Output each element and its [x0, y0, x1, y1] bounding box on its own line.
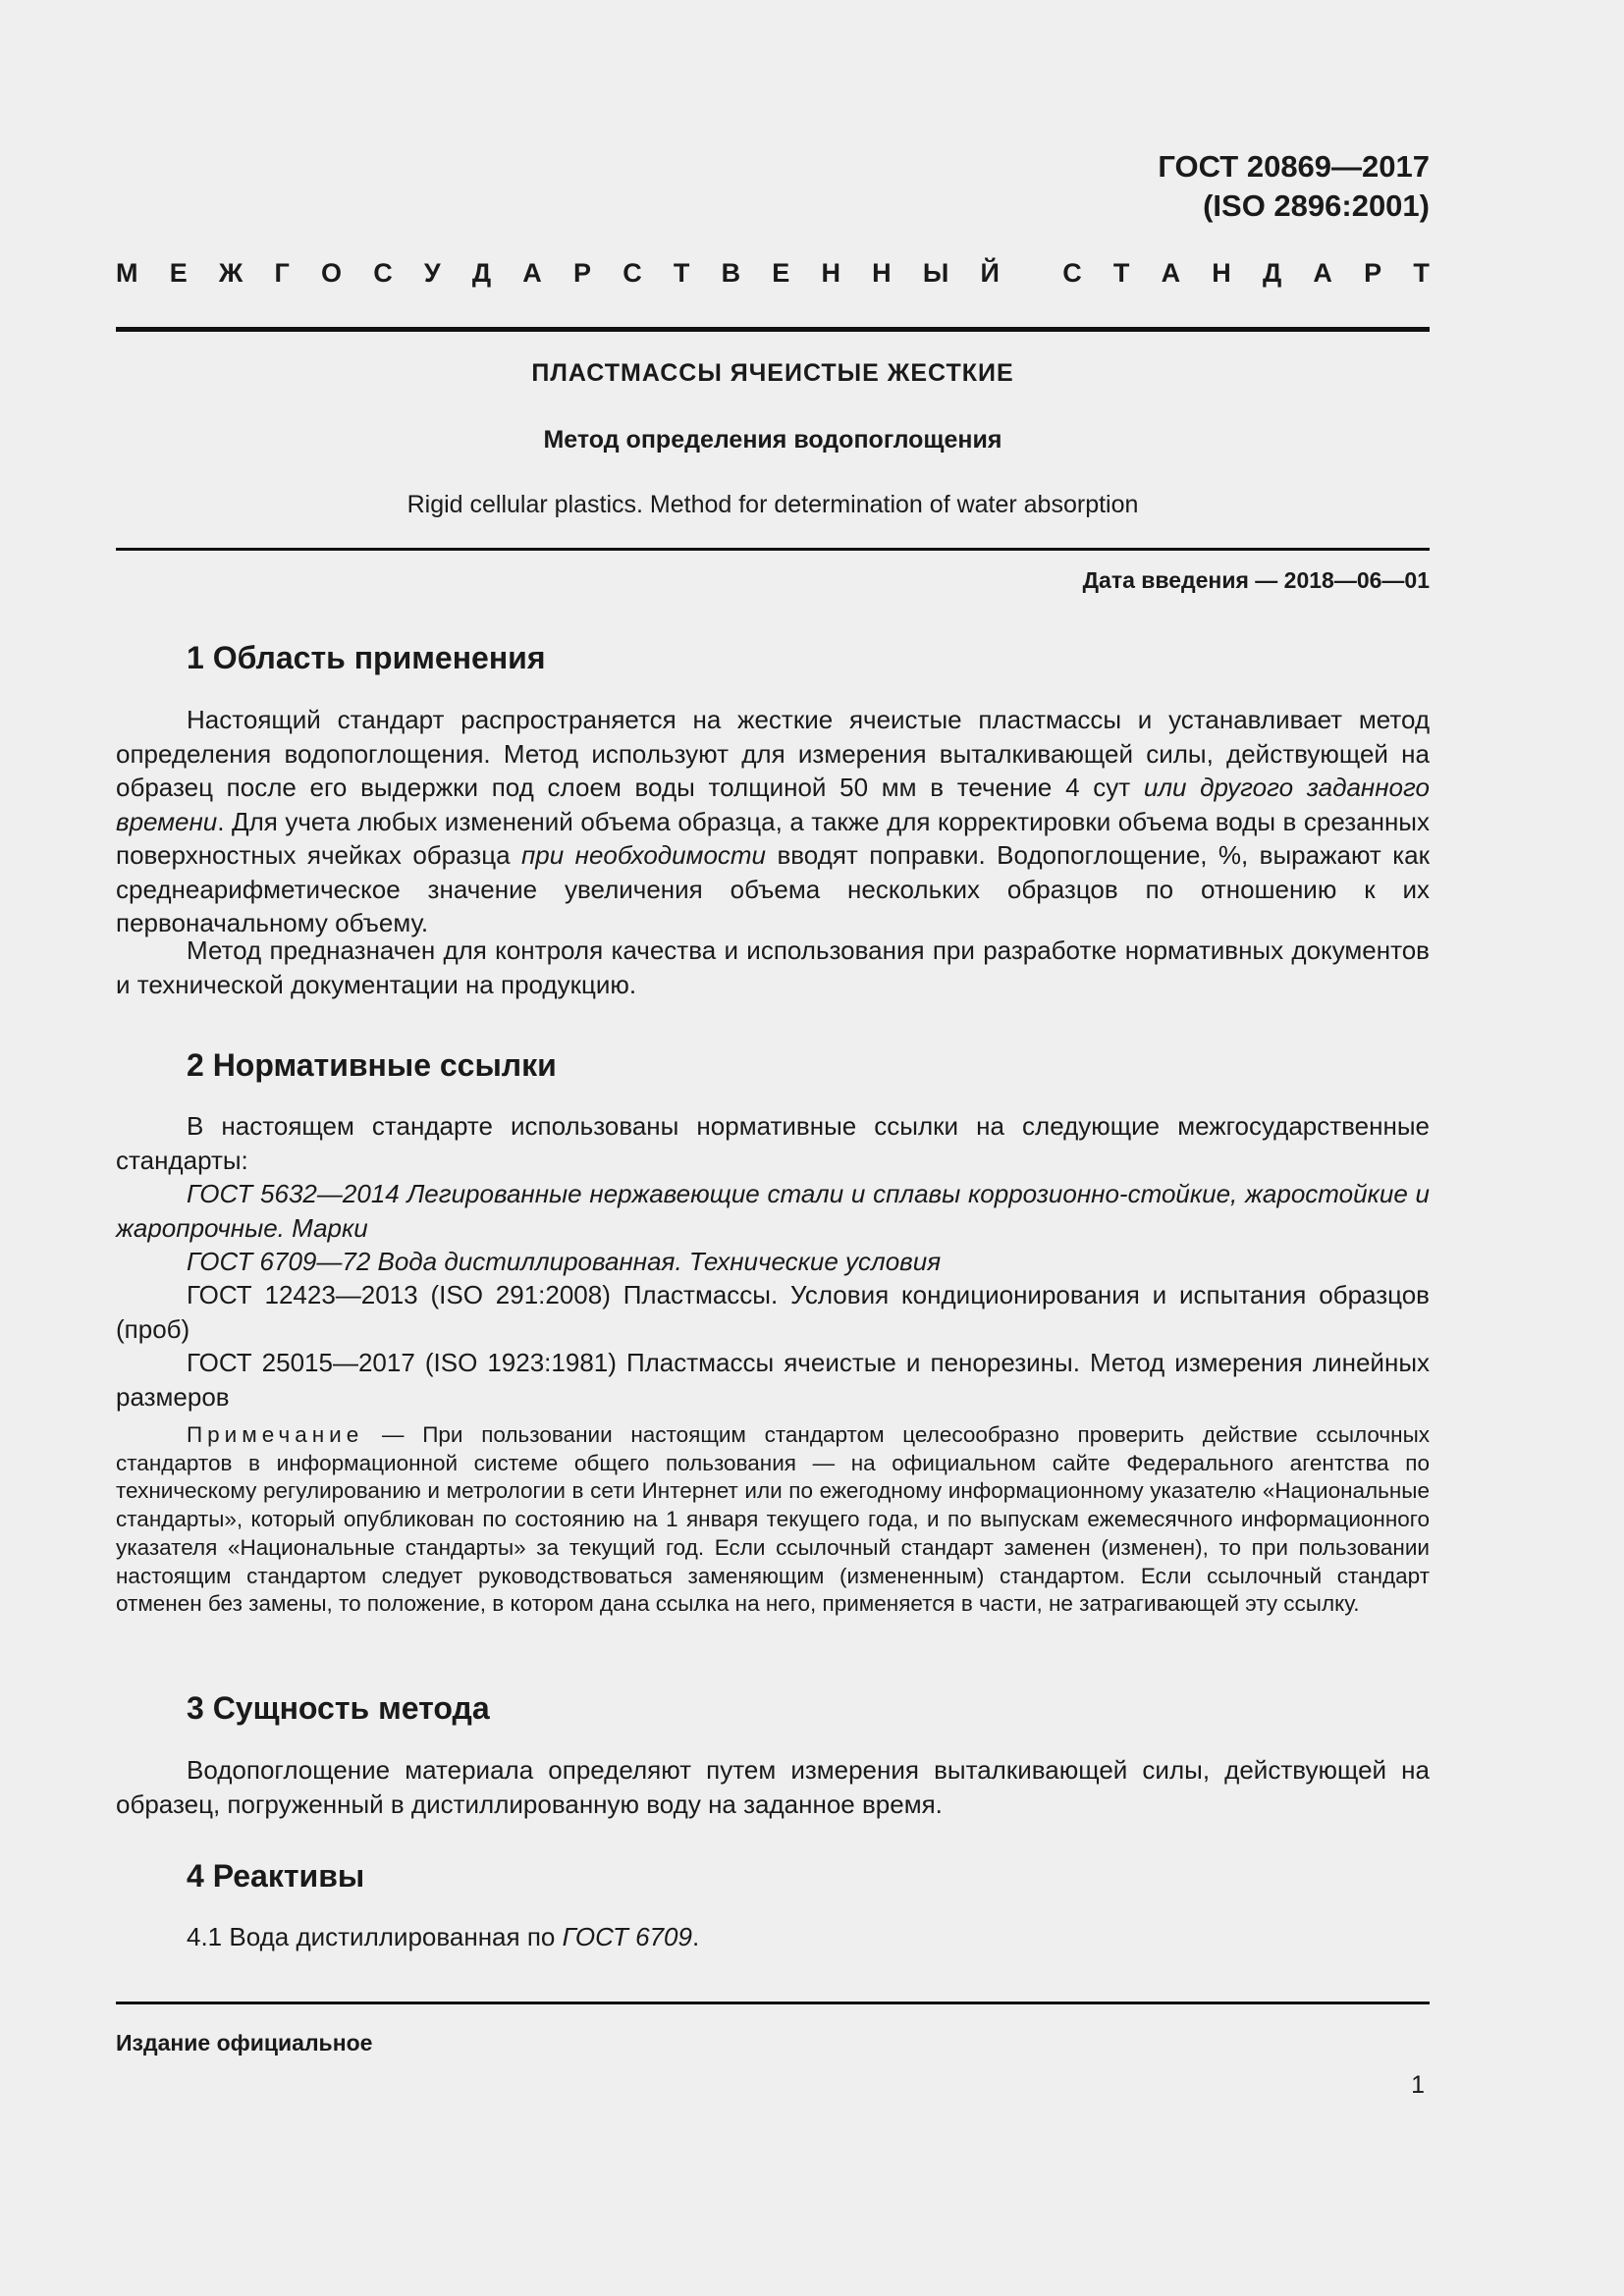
title-divider: [116, 548, 1430, 551]
italic-text: ГОСТ 5632—2014 Легированные нержавеющие стали и сплавы коррозионно-стойкие, жаростойкие и жаропрочные. Марки: [116, 1179, 1430, 1243]
page-number: 1: [1411, 2071, 1425, 2099]
note: [116, 1421, 1430, 1619]
iso-number: (ISO 2896:2001): [1203, 188, 1430, 223]
banner-letter: Д: [471, 257, 492, 288]
text-run: Метод предназначен для контроля качества и использования при разработке нормативных документов и технической документации на продукцию.: [116, 935, 1430, 999]
text-run: .: [691, 1922, 700, 1951]
paragraph: [116, 934, 1430, 1001]
text-run: Настоящий стандарт распространяется на жесткие ячеистые пластмассы и устанавливает метод определения водопоглощения. Метод используют для измерения выталкивающей силы, действующей на образец после его выдержки под слоем воды толщиной 50 мм в течение 4 сут: [116, 705, 1430, 802]
footer-divider: [116, 2002, 1430, 2004]
gost-code: [1158, 147, 1430, 226]
section-heading: 4 Реактивы: [187, 1858, 365, 1894]
italic-text: при необходимости: [520, 840, 767, 870]
banner-letter: Т: [1112, 257, 1130, 288]
text-run: В настоящем стандарте использованы нормативные ссылки на следующие межгосударственные стандарты:: [116, 1111, 1430, 1175]
document-title-english: Rigid cellular plastics. Method for determination of water absorption: [406, 491, 1139, 518]
banner-letter: Н: [821, 257, 840, 288]
normative-reference: [116, 1346, 1430, 1414]
banner-letter: С: [1062, 257, 1082, 288]
banner-letter: Н: [1212, 257, 1231, 288]
banner-letter: Ы: [922, 257, 949, 288]
banner-letter: Г: [274, 257, 290, 288]
banner-letter: Ж: [218, 257, 244, 288]
banner-letter: Н: [872, 257, 892, 288]
standard-type-banner: [116, 253, 1430, 293]
header-divider: [116, 327, 1430, 332]
text-run: 4.1 Вода дистиллированная по: [187, 1922, 563, 1951]
text-run: . Для учета любых изменений объема образца, а также для корректировки объема воды в срезанных поверхностных ячейках образца: [116, 806, 1430, 870]
banner-letter: А: [1161, 257, 1181, 288]
banner-letter: Е: [169, 257, 188, 288]
note-label: Примечание: [187, 1422, 364, 1447]
normative-reference: [116, 1278, 1430, 1346]
banner-letter: А: [1313, 257, 1332, 288]
document-title: ПЛАСТМАССЫ ЯЧЕИСТЫЕ ЖЕСТКИЕ: [531, 359, 1014, 387]
banner-letter: А: [522, 257, 542, 288]
text-run: ГОСТ 25015—2017 (ISO 1923:1981) Пластмассы ячеистые и пенорезины. Метод измерения линейных размеров: [116, 1348, 1430, 1412]
paragraph: [116, 1753, 1430, 1821]
banner-letter: М: [116, 257, 138, 288]
banner-letter: Т: [1413, 257, 1430, 288]
italic-text: ГОСТ 6709: [562, 1922, 692, 1951]
section-heading: 3 Сущность метода: [187, 1690, 490, 1726]
banner-letter: С: [373, 257, 393, 288]
text-run: ГОСТ 12423—2013 (ISO 291:2008) Пластмассы. Условия кондиционирования и испытания образцов (проб): [116, 1280, 1430, 1344]
normative-reference: [116, 1177, 1430, 1245]
banner-letter: Й: [980, 257, 1000, 288]
introduction-date: Дата введения — 2018—06—01: [1082, 567, 1430, 593]
edition-label: Издание официальное: [116, 2030, 373, 2056]
banner-letter: О: [320, 257, 342, 288]
italic-text: ГОСТ 6709—72 Вода дистиллированная. Технические условия: [187, 1247, 942, 1276]
text-run: вводят поправки. Водопоглощение, %, выражают как среднеарифметическое значение увеличения объема нескольких образцов по отношению к их первоначальному объему.: [116, 840, 1430, 937]
section-heading: 1 Область применения: [187, 640, 546, 675]
italic-text: или другого заданного времени: [116, 773, 1430, 836]
banner-letter: В: [721, 257, 741, 288]
banner-letter: Т: [673, 257, 690, 288]
paragraph: [116, 1109, 1430, 1177]
banner-letter: Р: [1364, 257, 1382, 288]
text-run: Водопоглощение материала определяют путем измерения выталкивающей силы, действующей на образец, погруженный в дистиллированную воду на заданное время.: [116, 1755, 1430, 1819]
gost-number: ГОСТ 20869—2017: [1158, 149, 1430, 184]
banner-letter: У: [423, 257, 441, 288]
banner-letter: Р: [572, 257, 591, 288]
banner-letter: Е: [772, 257, 790, 288]
paragraph: [116, 1920, 1430, 1954]
normative-reference: [116, 1245, 1430, 1279]
banner-letter: Д: [1262, 257, 1282, 288]
banner-letter: С: [623, 257, 642, 288]
document-subtitle: Метод определения водопоглощения: [543, 426, 1002, 454]
paragraph: [116, 703, 1430, 940]
note-text: — При пользовании настоящим стандартом целесообразно проверить действие ссылочных стандартов в информационной системе общего пользования — на официальном сайте Федерального агентства по техническому регулированию и метрологии в сети Интернет или по ежегодному информационному указателю «Национальные стандарты», который опубликован по состоянию на 1 января текущего года, и по выпускам ежемесячного информационного указателя «Национальные стандарты» за текущий год. Если ссылочный стандарт заменен (изменен), то при пользовании настоящим стандартом следует руководствоваться заменяющим (измененным) стандартом. Если ссылочный стандарт отменен без замены, то положение, в котором дана ссылка на него, применяется в части, не затрагивающей эту ссылку.: [116, 1422, 1430, 1617]
section-heading: 2 Нормативные ссылки: [187, 1047, 557, 1083]
